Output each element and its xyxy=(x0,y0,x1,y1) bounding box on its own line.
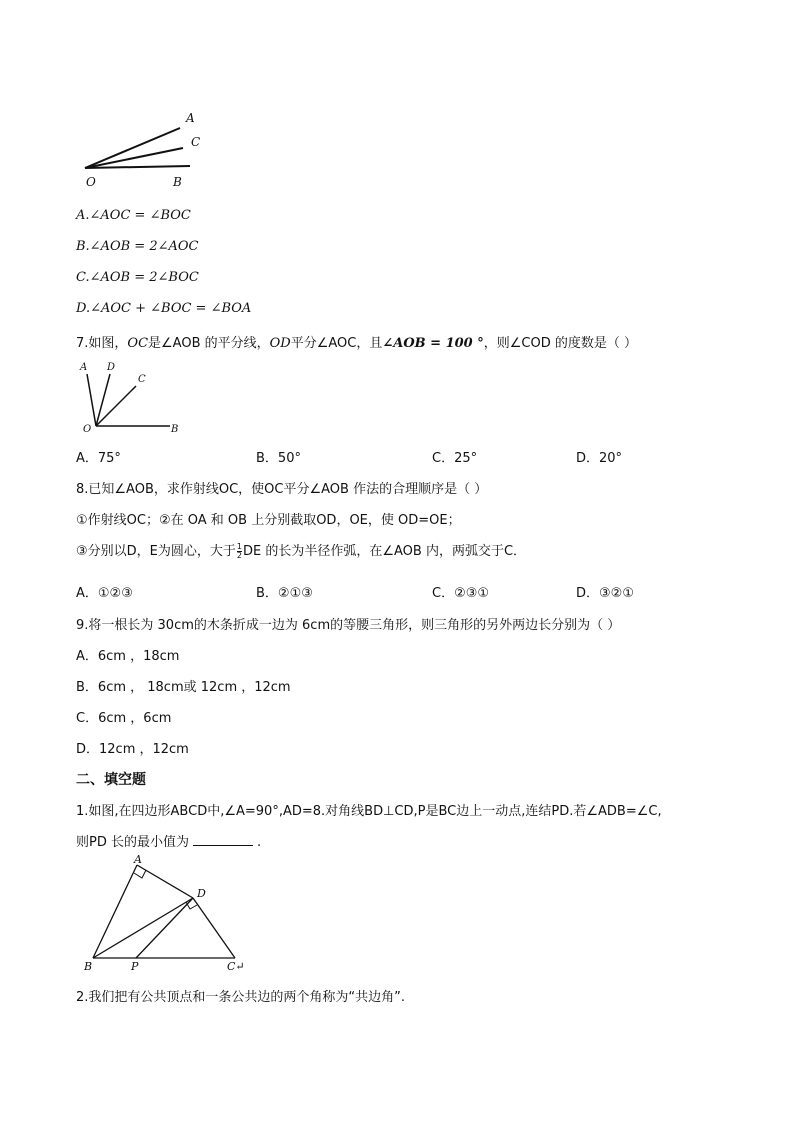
label-P: P xyxy=(131,960,139,973)
label-A: A xyxy=(134,853,142,866)
q8-option-a: A．①②③ xyxy=(76,586,133,601)
q6-option-b: B.∠AOB = 2∠AOC xyxy=(76,239,199,254)
q9-stem: 9.将一根长为 30cm的木条折成一边为 6cm的等腰三角形，则三角形的另外两边长分别为（ ） xyxy=(76,618,621,633)
q6-option-c: C.∠AOB = 2∠BOC xyxy=(76,270,199,285)
quadrilateral-figure xyxy=(80,855,250,975)
q7-option-d: D．20° xyxy=(576,451,623,466)
q9-option-d: D．12cm ，12cm xyxy=(76,742,189,757)
label-D: D xyxy=(197,887,206,900)
label-D: D xyxy=(107,362,116,373)
label-O: O xyxy=(83,424,92,435)
q8-stem: 8.已知∠AOB，求作射线OC，使OC平分∠AOB 作法的合理顺序是（ ） xyxy=(76,482,488,497)
label-A: A xyxy=(80,362,88,373)
label-C: C xyxy=(191,135,201,149)
fill1-stem-line1: 1.如图,在四边形ABCD中,∠A=90°,AD=8.对角线BD⊥CD,P是BC边上一动点,连结PD.若∠ADB=∠C, xyxy=(76,804,662,819)
q7-option-b: B．50° xyxy=(256,451,301,466)
label-O: O xyxy=(86,175,96,189)
q8-option-c: C．②③① xyxy=(432,586,490,601)
q6-option-a: A.∠AOC = ∠BOC xyxy=(76,208,191,223)
q9-option-c: C．6cm ，6cm xyxy=(76,711,172,726)
label-B: B xyxy=(84,960,93,973)
label-B: B xyxy=(171,424,179,435)
answer-blank[interactable] xyxy=(193,833,253,846)
q6-option-d: D.∠AOC + ∠BOC = ∠BOA xyxy=(76,301,252,316)
q7-option-a: A．75° xyxy=(76,451,121,466)
fraction-one-half: $\frac{1}{2}$ xyxy=(236,542,242,560)
label-B: B xyxy=(173,175,182,189)
q7-stem: 7.如图，OC是∠AOB 的平分线，OD平分∠AOC，且∠AOB = 100 °，则∠COD 的度数是（ ） xyxy=(76,336,638,351)
label-A: A xyxy=(186,111,195,125)
fill1-stem-line2: 则PD 长的最小值为 . xyxy=(76,835,262,850)
label-C: C↵ xyxy=(227,960,245,973)
section-title-fill-in: 二、填空题 xyxy=(76,772,146,788)
label-C: C xyxy=(138,374,146,385)
angle-figure-aob xyxy=(80,108,210,190)
q8-option-d: D．③②① xyxy=(576,586,634,601)
q9-option-a: A．6cm ，18cm xyxy=(76,649,180,664)
fill2-stem: 2.我们把有公共顶点和一条公共边的两个角称为“共边角”. xyxy=(76,990,406,1005)
q8-step-3: ③分别以D，E为圆心，大于 $\frac{1}{2}$ DE 的长为半径作弧，在∠AOB 内，两弧交于C． xyxy=(76,542,527,560)
q7-option-c: C．25° xyxy=(432,451,478,466)
q8-option-b: B．②①③ xyxy=(256,586,313,601)
angle-figure-cod xyxy=(80,360,190,436)
q8-steps-1-2: ①作射线OC；②在 OA 和 OB 上分别截取OD，OE，使 OD=OE； xyxy=(76,513,461,528)
q9-option-b: B．6cm ， 18cm或 12cm ，12cm xyxy=(76,680,291,695)
